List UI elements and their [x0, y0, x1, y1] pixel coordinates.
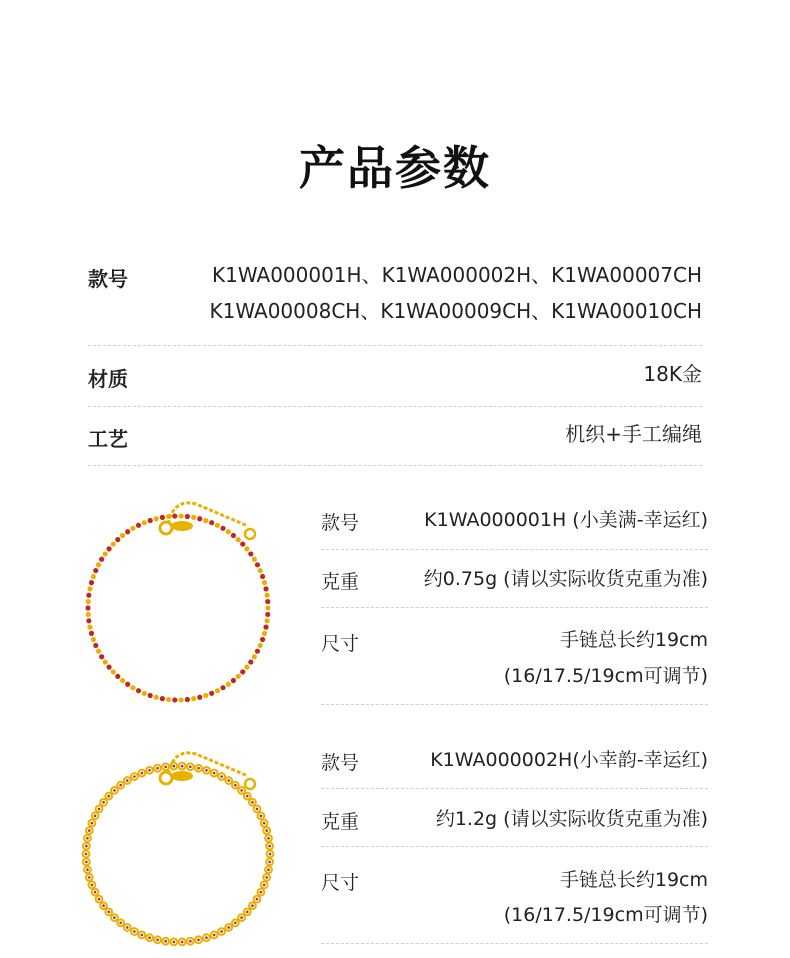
- prod-label: 款号: [321, 512, 360, 534]
- product-1-row-style-number: [321, 492, 708, 550]
- page-title: 产品参数: [299, 141, 491, 195]
- prod-value-line: 约1.2g (请以实际收货克重为准): [435, 808, 708, 830]
- product-1-row-size: [321, 608, 708, 705]
- spec-row-style-number: [88, 255, 702, 346]
- spec-value-line: K1WA00008CH、K1WA00009CH、K1WA00010CH: [209, 299, 702, 323]
- prod-label: 款号: [321, 752, 360, 774]
- spec-value-line: 18K金: [643, 362, 702, 386]
- prod-value-line: K1WA000001H (小美满-幸运红): [424, 509, 708, 531]
- prod-value-line: 手链总长约19cm: [559, 629, 708, 651]
- product-1-row-weight: [321, 550, 708, 608]
- prod-value-line: (16/17.5/19cm可调节): [503, 904, 708, 926]
- spec-value-line: 机织+手工编绳: [565, 422, 702, 446]
- spec-row-material: [88, 346, 702, 407]
- spec-label: 工艺: [88, 427, 128, 451]
- prod-value-line: (16/17.5/19cm可调节): [503, 665, 708, 687]
- prod-label: 克重: [321, 571, 360, 593]
- prod-label: 尺寸: [321, 633, 360, 655]
- spec-label: 款号: [88, 267, 128, 291]
- product-2-row-weight: [321, 789, 708, 847]
- spec-value-line: K1WA000001H、K1WA000002H、K1WA00007CH: [211, 263, 702, 287]
- product-image-bracelet-1: [80, 488, 280, 703]
- prod-label: 尺寸: [321, 872, 360, 894]
- spec-label: 材质: [88, 367, 128, 391]
- prod-value-line: 手链总长约19cm: [559, 869, 708, 891]
- product-2-row-size: [321, 847, 708, 944]
- product-image-bracelet-2: [80, 724, 280, 946]
- prod-value-line: K1WA000002H(小幸韵-幸运红): [430, 749, 708, 771]
- prod-label: 克重: [321, 811, 360, 833]
- spec-row-craft: [88, 407, 702, 466]
- prod-value-line: 约0.75g (请以实际收货克重为准): [423, 568, 708, 590]
- product-2-row-style-number: [321, 731, 708, 789]
